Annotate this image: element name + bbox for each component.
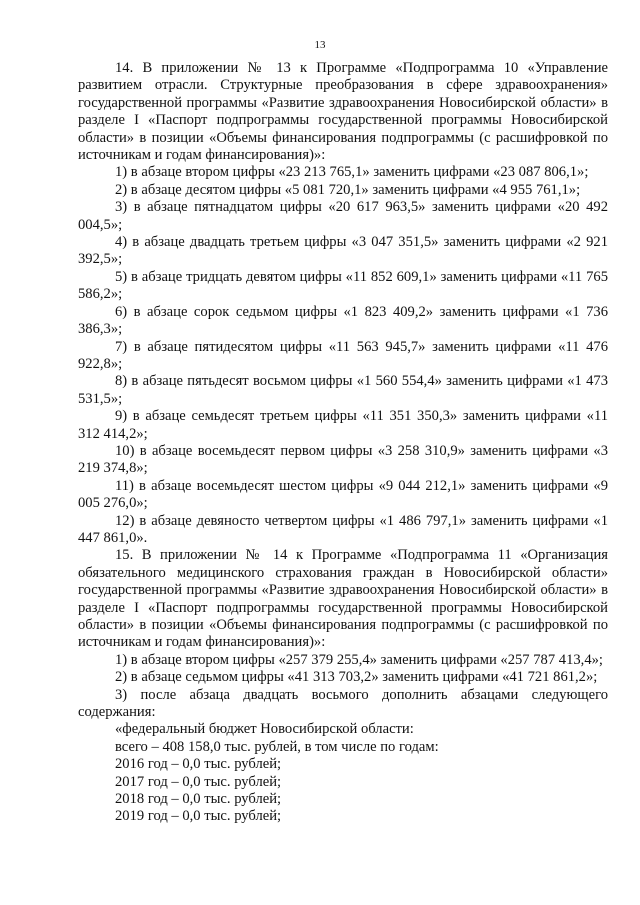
list-item: 11) в абзаце восемьдесят шестом цифры «9 044 212,1» заменить цифрами «9 005 276,0»;	[78, 477, 608, 512]
list-item: 1) в абзаце втором цифры «23 213 765,1» заменить цифрами «23 087 806,1»;	[115, 164, 589, 181]
list-item: 3) после абзаца двадцать восьмого дополнить абзацами следующего содержания:	[78, 686, 608, 721]
list-item: 10) в абзаце восемьдесят первом цифры «3 258 310,9» заменить цифрами «3 219 374,8»;	[78, 442, 608, 477]
quoted-line: 2019 год – 0,0 тыс. рублей;	[115, 808, 282, 825]
quoted-line: «федеральный бюджет Новосибирской области:	[115, 721, 414, 738]
list-item: 2) в абзаце десятом цифры «5 081 720,1» заменить цифрами «4 955 761,1»;	[115, 181, 581, 198]
paragraph-14: 14. В приложении № 13 к Программе «Подпрограмма 10 «Управление развитием отрасли. Структурные преобразования в сфере здравоохранения» государственной программы «Развитие здравоохранения Новосибирской области» в разделе I «Паспорт подпрограммы государственной программы Новосибирской области» в позиции «Объемы финансирования подпрограммы (с расшифровкой по источникам и годам финансирования)»:	[78, 60, 608, 164]
list-item: 12) в абзаце девяносто четвертом цифры «1 486 797,1» заменить цифрами «1 447 861,0».	[78, 512, 608, 546]
quoted-line: всего – 408 158,0 тыс. рублей, в том числе по годам:	[115, 738, 439, 755]
quoted-line: 2018 год – 0,0 тыс. рублей;	[115, 791, 282, 808]
quoted-line: 2017 год – 0,0 тыс. рублей;	[115, 773, 282, 790]
list-item: 4) в абзаце двадцать третьем цифры «3 047 351,5» заменить цифрами «2 921 392,5»;	[78, 234, 608, 268]
list-item: 9) в абзаце семьдесят третьем цифры «11 351 350,3» заменить цифрами «11 312 414,2»;	[78, 408, 608, 442]
list-item: 6) в абзаце сорок седьмом цифры «1 823 409,2» заменить цифрами «1 736 386,3»;	[78, 303, 608, 338]
list-item: 3) в абзаце пятнадцатом цифры «20 617 963,5» заменить цифрами «20 492 004,5»;	[78, 199, 608, 233]
list-item: 1) в абзаце втором цифры «257 379 255,4» заменить цифрами «257 787 413,4»;	[115, 651, 603, 668]
quoted-line: 2016 год – 0,0 тыс. рублей;	[115, 756, 282, 773]
document-body	[78, 60, 608, 826]
list-item: 7) в абзаце пятидесятом цифры «11 563 945,7» заменить цифрами «11 476 922,8»;	[78, 338, 608, 372]
list-item: 2) в абзаце седьмом цифры «41 313 703,2» заменить цифрами «41 721 861,2»;	[115, 669, 598, 686]
page-number: 13	[314, 39, 326, 51]
list-item: 5) в абзаце тридцать девятом цифры «11 852 609,1» заменить цифрами «11 765 586,2»;	[78, 268, 608, 303]
paragraph-15: 15. В приложении № 14 к Программе «Подпрограмма 11 «Организация обязательного медицинского страхования граждан в Новосибирской области» государственной программы «Развитие здравоохранения Новосибирской области» в разделе I «Паспорт подпрограммы государственной программы Новосибирской области» в позиции «Объемы финансирования подпрограммы (с расшифровкой по источникам и годам финансирования)»:	[78, 547, 608, 651]
list-item: 8) в абзаце пятьдесят восьмом цифры «1 560 554,4» заменить цифрами «1 473 531,5»;	[78, 373, 608, 407]
